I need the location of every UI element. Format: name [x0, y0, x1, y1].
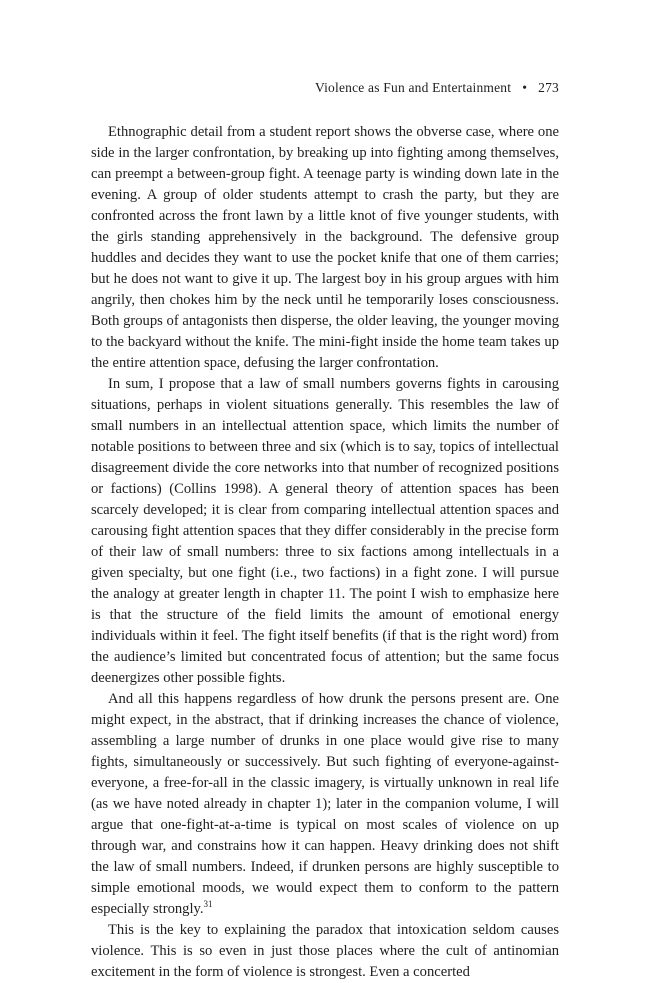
paragraph — [91, 920, 559, 983]
paragraph-text: In sum, I propose that a law of small numbers governs fights in carousing situations, perhaps in violent situations generally. This resembles the law of small numbers in an intellectual attention space, which limits the number of notable positions to between three and six (which is to say, topics of intellectual disagreement divide the core networks into that number of recognized positions or factions) (Collins 1998). A general theory of attention spaces has been scarcely developed; it is clear from comparing intellectual attention spaces and carousing fight attention spaces that they differ considerably in the precise form of their law of small numbers: three to six factions among intellectuals in a given specialty, but one fight (i.e., two factions) in a fight zone. I will pursue the analogy at greater length in chapter 11. The point I wish to emphasize here is that the structure of the field limits the amount of emotional energy individuals within it feel. The fight itself benefits (if that is the right word) from the audience’s limited but concentrated focus of attention; but the same focus deenergizes other possible fights. — [91, 376, 559, 686]
header-separator: • — [522, 80, 528, 95]
paragraph-text: And all this happens regardless of how drunk the persons present are. One might expect, in the abstract, that if drinking increases the chance of violence, assembling a large number of drunks in one place would give rise to many fights, simultaneously or successively. But such fighting of everyone-against-everyone, a free-for-all in the classic imagery, is virtually unknown in real life (as we have noted already in chapter 1); later in the companion volume, I will argue that one-fight-at-a-time is typical on most scales of violence on up through war, and constrains how it can happen. Heavy drinking does not shift the law of small numbers. Indeed, if drunken persons are highly susceptible to simple emotional moods, we would expect them to conform to the pattern especially strongly. — [91, 691, 559, 917]
paragraph — [91, 122, 559, 374]
paragraph — [91, 374, 559, 689]
paragraph — [91, 689, 559, 920]
page-number: 273 — [538, 80, 559, 95]
paragraph-text: Ethnographic detail from a student report shows the obverse case, where one side in the larger confrontation, by breaking up into fighting among themselves, can preempt a between-group fight. A teenage party is winding down late in the evening. A group of older students attempt to crash the party, but they are confronted across the front lawn by a little knot of five younger students, with the girls standing apprehensively in the background. The defensive group huddles and decides they want to use the pocket knife that one of them carries; but he does not want to give it up. The largest boy in his group argues with him angrily, then chokes him by the neck until he temporarily loses consciousness. Both groups of antagonists then disperse, the older leaving, the younger moving to the backyard without the knife. The mini-fight inside the home team takes up the entire attention space, defusing the larger confrontation. — [91, 124, 559, 371]
running-head — [315, 80, 559, 96]
chapter-title: Violence as Fun and Entertainment — [314, 80, 512, 95]
footnote-marker[interactable]: 31 — [203, 899, 213, 910]
paragraph-text: This is the key to explaining the paradox that intoxication seldom causes violence. This is so even in just those places where the cult of antinomian excitement in the form of violence is strongest. Even a concerted — [91, 922, 559, 980]
body-text — [91, 122, 559, 983]
